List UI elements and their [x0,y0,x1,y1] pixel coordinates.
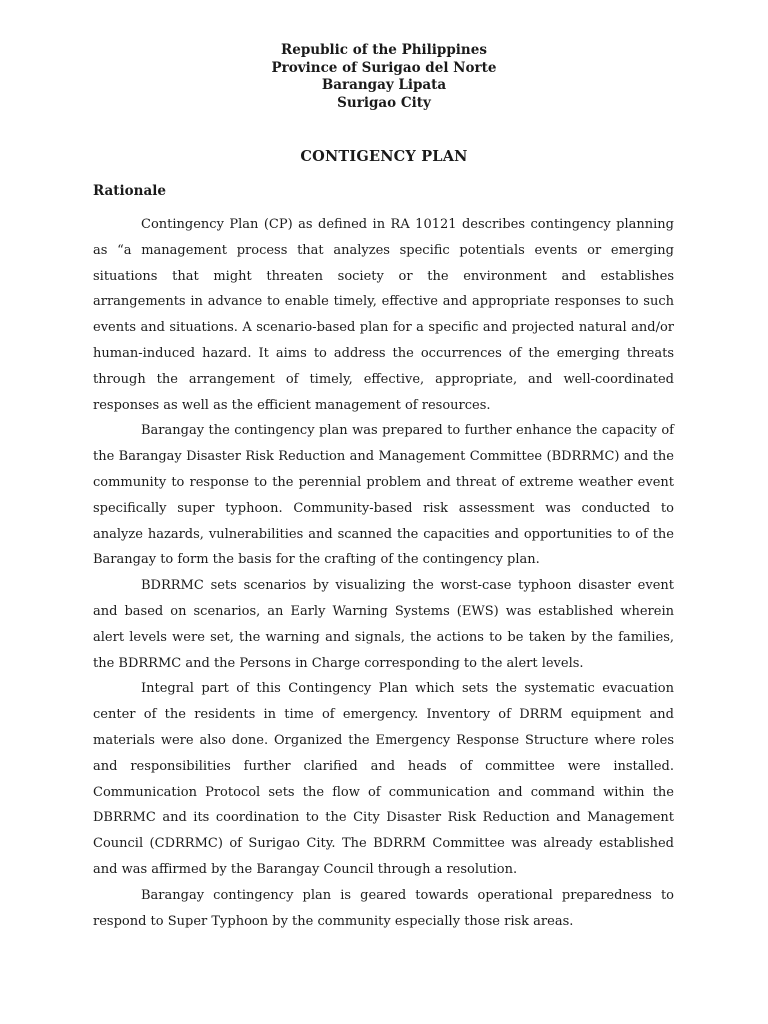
paragraph-definition: Contingency Plan (CP) as defined in RA 10121 describes contingency planning as “a management process that analyzes specific potentials events or emerging situations that might threaten society or the environment and establishes arrangements in advance to enable timely, effective and appropriate responses to such events and situations. A scenario-based plan for a specific and projected natural and/or human-induced hazard. It aims to address the occurrences of the emerging threats through the arrangement of timely, effective, appropriate, and well-coordinated responses as well as the efficient management of resources. [93,217,674,413]
header-province: Province of Surigao del Norte [271,59,497,76]
header-city: Surigao City [337,94,431,111]
header-barangay: Barangay Lipata [321,77,447,93]
document-header [0,42,768,112]
document-title: CONTIGENCY PLAN [300,148,468,165]
paragraph-integral-part: Integral part of this Contingency Plan which sets the systematic evacuation center of the residents in time of emergency. Inventory of DRRM equipment and materials were also done. Organized the Emergency Response Structure where roles and responsibilities further clarified and heads of committee were installed. Communication Protocol sets the flow of communication and command within the DBRRMC and its coordination to the City Disaster Risk Reduction and Management Council (CDRRMC) of Surigao City. The BDRRM Committee was already established and was affirmed by the Barangay Council through a resolution. [93,681,674,877]
rationale-body [93,212,674,934]
section-heading-rationale: Rationale [93,183,166,199]
paragraph-scenarios: BDRRMC sets scenarios by visualizing the worst-case typhoon disaster event and based on scenarios, an Early Warning Systems (EWS) was established wherein alert levels were set, the warning and signals, the actions to be taken by the families, the BDRRMC and the Persons in Charge corresponding to the alert levels. [93,578,674,671]
paragraph-purpose: Barangay the contingency plan was prepared to further enhance the capacity of the Barangay Disaster Risk Reduction and Management Committee (BDRRMC) and the community to response to the perennial problem and threat of extreme weather event specifically super typhoon. Community-based risk assessment was conducted to analyze hazards, vulnerabilities and scanned the capacities and opportunities to of the Barangay to form the basis for the crafting of the contingency plan. [93,423,674,568]
header-republic: Republic of the Philippines [281,42,487,58]
paragraph-preparedness: Barangay contingency plan is geared towards operational preparedness to respond to Super Typhoon by the community especially those risk areas. [93,887,674,929]
